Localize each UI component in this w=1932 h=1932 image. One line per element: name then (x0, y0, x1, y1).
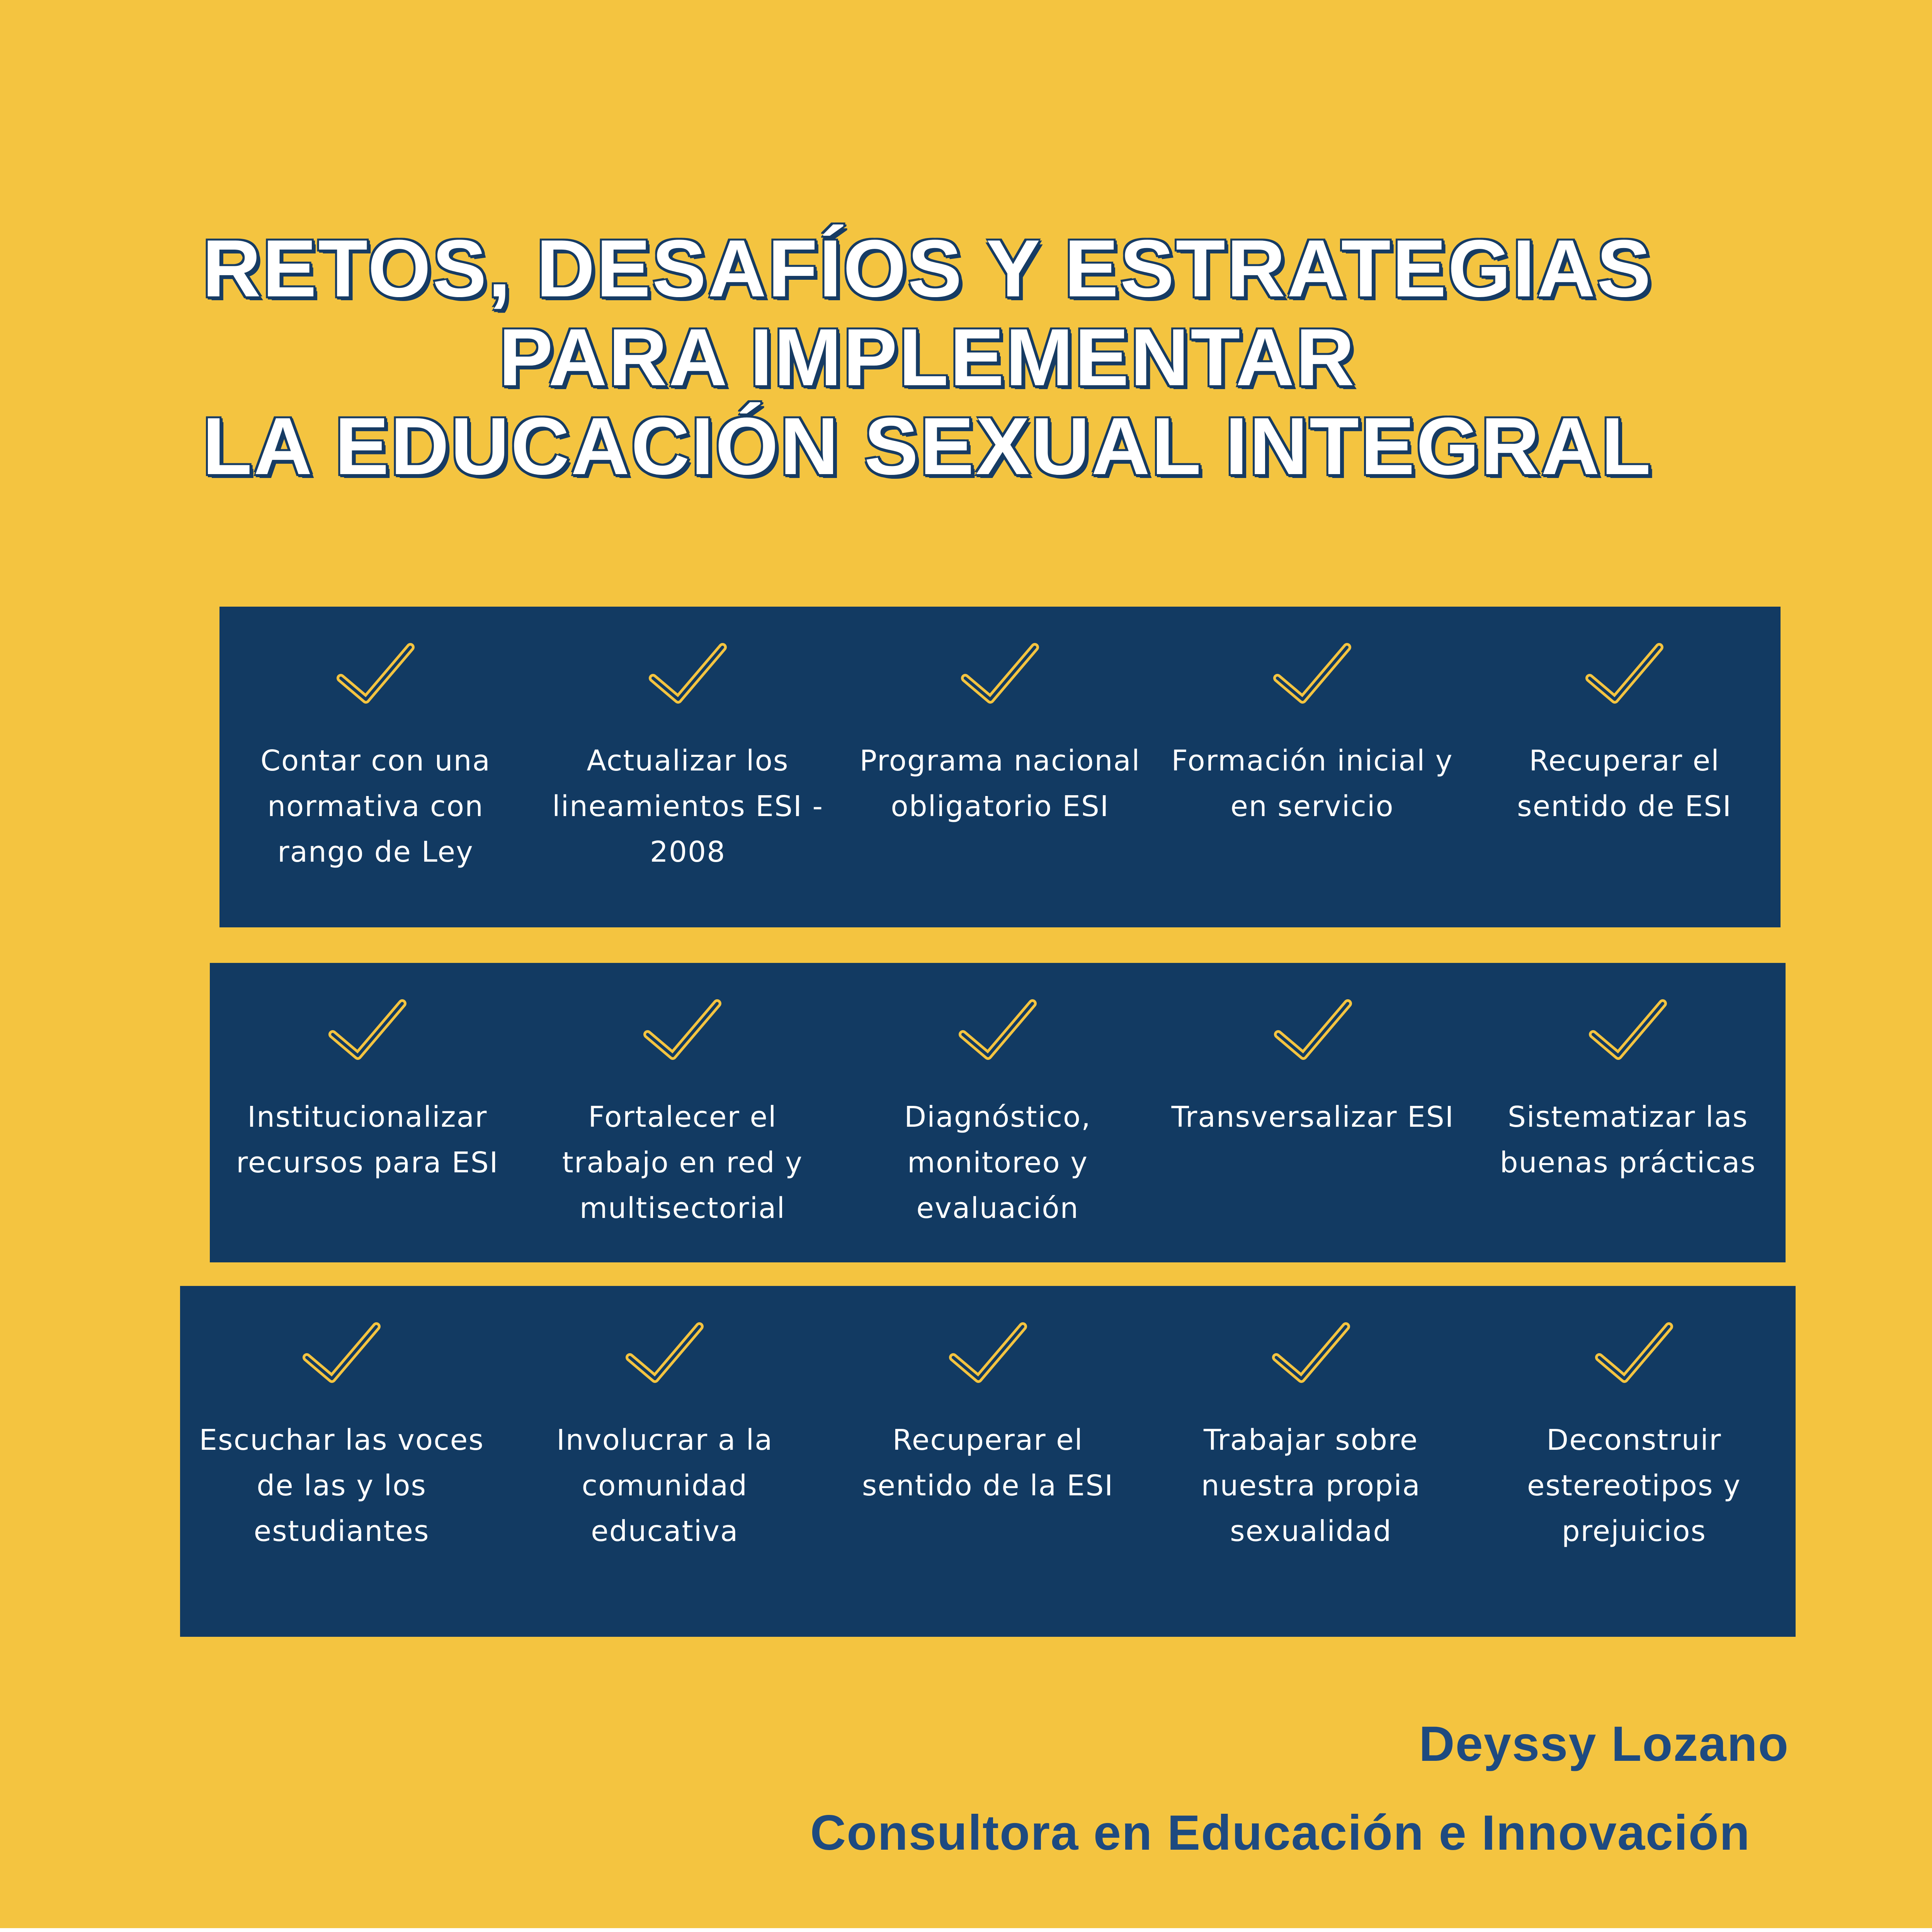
strategy-row-3 (180, 1286, 1796, 1637)
strategy-label: Trabajar sobre nuestra propia sexualidad (1201, 1423, 1421, 1548)
title-line-2: PARA IMPLEMENTAR (498, 312, 1356, 403)
strategy-item (210, 963, 525, 1185)
title-line-3: LA EDUCACIÓN SEXUAL INTEGRAL (202, 401, 1653, 492)
check-icon (1585, 994, 1670, 1063)
check-icon (1270, 638, 1355, 707)
strategy-label: Sistematizar las buenas prácticas (1500, 1100, 1756, 1179)
strategy-label: Fortalecer el trabajo en red y multisectorial (562, 1100, 803, 1225)
strategy-label: Formación inicial y en servicio (1171, 744, 1453, 823)
strategy-label: Contar con una normativa con rango de Ley (260, 744, 491, 869)
strategy-item (219, 607, 532, 875)
strategy-item (525, 963, 840, 1231)
check-icon (1592, 1317, 1677, 1386)
strategy-label: Institucionalizar recursos para ESI (236, 1100, 499, 1179)
strategy-label: Deconstruir estereotipos y prejuicios (1527, 1423, 1741, 1548)
check-icon (333, 638, 418, 707)
strategy-row-2 (210, 963, 1786, 1262)
strategy-item (1470, 963, 1786, 1185)
page-title (0, 224, 1855, 491)
sponsor-logos (0, 1928, 1932, 1932)
strategy-item (532, 607, 844, 875)
strategy-item (826, 1286, 1149, 1509)
author-role: Consultora en Educación e Innovación (810, 1805, 1750, 1861)
check-icon (1582, 638, 1667, 707)
check-icon (645, 638, 730, 707)
strategy-item (1150, 1286, 1473, 1554)
title-line-1: RETOS, DESAFÍOS Y ESTRATEGIAS (202, 223, 1653, 314)
strategy-item (503, 1286, 826, 1554)
check-icon (957, 638, 1043, 707)
strategy-label: Transversalizar ESI (1171, 1100, 1454, 1134)
strategy-label: Actualizar los lineamientos ESI - 2008 (552, 744, 824, 869)
strategy-label: Recuperar el sentido de la ESI (862, 1423, 1114, 1502)
check-icon (299, 1317, 384, 1386)
author-name: Deyssy Lozano (1419, 1716, 1789, 1772)
strategy-item (1156, 607, 1468, 829)
check-icon (1270, 994, 1355, 1063)
strategy-item (844, 607, 1156, 829)
strategy-item (1468, 607, 1781, 829)
check-icon (640, 994, 725, 1063)
strategy-label: Escuchar las voces de las y los estudiantes (199, 1423, 484, 1548)
strategy-item (1155, 963, 1471, 1140)
strategy-row-1 (219, 607, 1781, 927)
strategy-label: Diagnóstico, monitoreo y evaluación (904, 1100, 1091, 1225)
strategy-item (180, 1286, 503, 1554)
strategy-item (840, 963, 1155, 1231)
check-icon (1269, 1317, 1354, 1386)
strategy-label: Involucrar a la comunidad educativa (556, 1423, 773, 1548)
strategy-label: Programa nacional obligatorio ESI (859, 744, 1141, 823)
strategy-item (1473, 1286, 1796, 1554)
check-icon (622, 1317, 707, 1386)
strategy-label: Recuperar el sentido de ESI (1517, 744, 1732, 823)
check-icon (946, 1317, 1031, 1386)
check-icon (955, 994, 1040, 1063)
check-icon (325, 994, 410, 1063)
